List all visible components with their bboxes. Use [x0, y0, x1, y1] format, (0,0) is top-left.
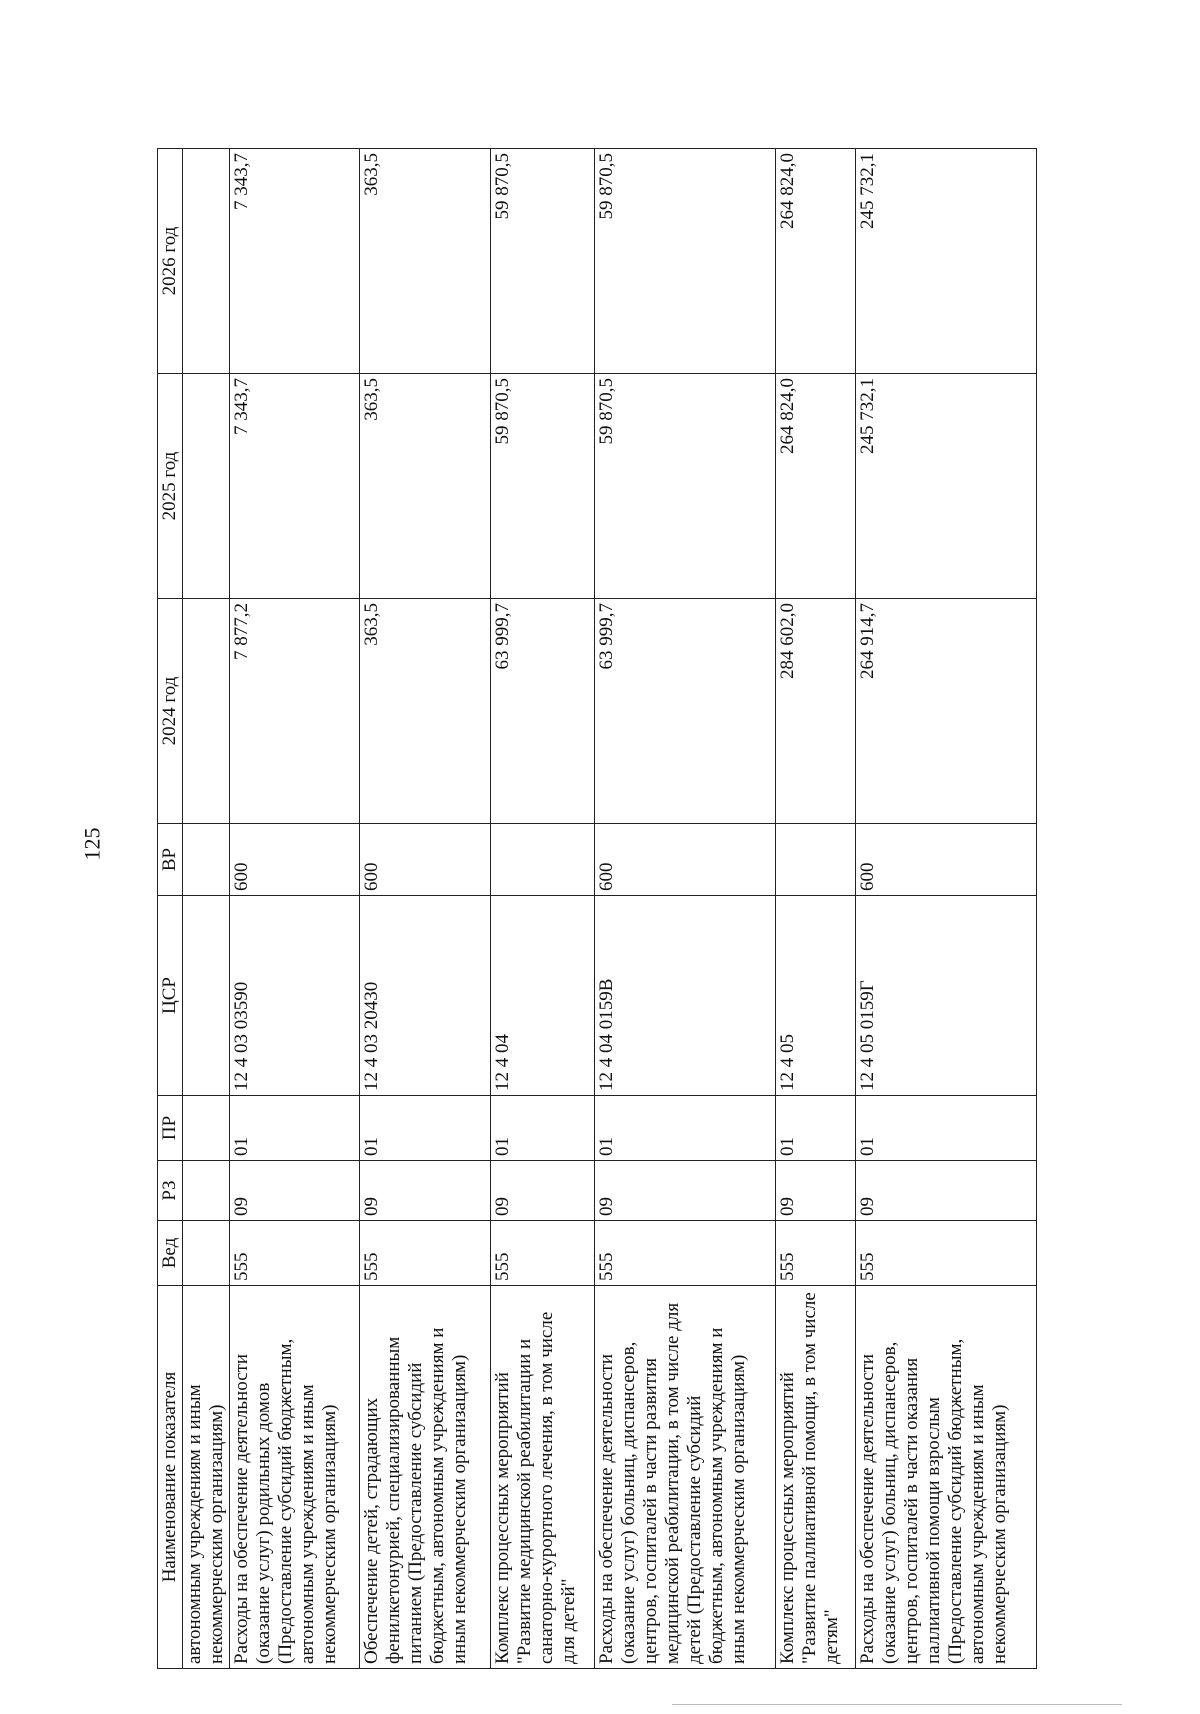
cell-ved: 555 — [776, 1221, 856, 1286]
cell-2025: 363,5 — [360, 374, 490, 599]
table-header-row — [158, 149, 183, 1669]
header-pr: ПР — [158, 1096, 183, 1161]
header-2026: 2026 год — [158, 149, 183, 374]
cell-vr: 600 — [855, 824, 1036, 896]
cell-2024: 7 877,2 — [230, 599, 360, 824]
header-2024: 2024 год — [158, 599, 183, 824]
cell-ved: 555 — [360, 1221, 490, 1286]
cell-pr: 01 — [230, 1096, 360, 1161]
cell-pr: 01 — [490, 1096, 595, 1161]
cell-2025: 264 824,0 — [776, 374, 856, 599]
cell-ved: 555 — [490, 1221, 595, 1286]
header-vr: ВР — [158, 824, 183, 896]
cell-rz — [183, 1161, 230, 1221]
budget-table-container — [157, 149, 1037, 1669]
table-row — [183, 149, 230, 1669]
cell-2025: 59 870,5 — [490, 374, 595, 599]
cell-ved — [183, 1221, 230, 1286]
cell-csr: 12 4 05 — [776, 896, 856, 1096]
cell-2024: 264 914,7 — [855, 599, 1036, 824]
cell-ved: 555 — [230, 1221, 360, 1286]
cell-rz: 09 — [776, 1161, 856, 1221]
table-row — [595, 149, 776, 1669]
cell-csr: 12 4 05 0159Г — [855, 896, 1036, 1096]
cell-pr: 01 — [776, 1096, 856, 1161]
budget-table — [157, 148, 1037, 1669]
table-row — [855, 149, 1036, 1669]
cell-vr — [776, 824, 856, 896]
cell-vr: 600 — [230, 824, 360, 896]
cell-2026: 264 824,0 — [776, 149, 856, 374]
cell-rz: 09 — [490, 1161, 595, 1221]
cell-pr — [183, 1096, 230, 1161]
cell-2024 — [183, 599, 230, 824]
cell-vr — [490, 824, 595, 896]
page-number: 125 — [79, 827, 105, 861]
cell-rz: 09 — [360, 1161, 490, 1221]
cell-pr: 01 — [855, 1096, 1036, 1161]
cell-vr — [183, 824, 230, 896]
cell-2024: 63 999,7 — [490, 599, 595, 824]
cell-2026: 7 343,7 — [230, 149, 360, 374]
cell-2024: 284 602,0 — [776, 599, 856, 824]
header-2025: 2025 год — [158, 374, 183, 599]
cell-vr: 600 — [595, 824, 776, 896]
header-ved: Вед — [158, 1221, 183, 1286]
header-rz: РЗ — [158, 1161, 183, 1221]
header-name: Наименование показателя — [158, 1286, 183, 1669]
cell-name: Комплекс процессных мероприятий "Развитие паллиативной помощи, в том числе детям" — [776, 1286, 856, 1669]
table-row — [360, 149, 490, 1669]
cell-2026: 59 870,5 — [595, 149, 776, 374]
cell-rz: 09 — [855, 1161, 1036, 1221]
cell-rz: 09 — [230, 1161, 360, 1221]
header-csr: ЦСР — [158, 896, 183, 1096]
cell-name: Расходы на обеспечение деятельности (оказание услуг) больниц, диспансеров, центров, госпиталей в части оказания паллиативной помощи взрослым (Предоставление субсидий бюджетным, автономным учреждениям и иным некоммерческим организациям) — [855, 1286, 1036, 1669]
cell-vr: 600 — [360, 824, 490, 896]
cell-name: Обеспечение детей, страдающих фенилкетонурией, специализированным питанием (Предоставление субсидий бюджетным, автономным учреждениям и иным некоммерческим организациям) — [360, 1286, 490, 1669]
cell-2026: 245 732,1 — [855, 149, 1036, 374]
cell-2026 — [183, 149, 230, 374]
table-row — [230, 149, 360, 1669]
cell-2025: 59 870,5 — [595, 374, 776, 599]
cell-pr: 01 — [360, 1096, 490, 1161]
cell-name: Комплекс процессных мероприятий "Развитие медицинской реабилитации и санаторно-курортного лечения, в том числе для детей" — [490, 1286, 595, 1669]
table-row — [490, 149, 595, 1669]
cell-2024: 363,5 — [360, 599, 490, 824]
cell-name: автономным учреждениям и иным некоммерческим организациям) — [183, 1286, 230, 1669]
cell-ved: 555 — [855, 1221, 1036, 1286]
cell-csr: 12 4 04 0159В — [595, 896, 776, 1096]
cell-rz: 09 — [595, 1161, 776, 1221]
cell-csr: 12 4 03 03590 — [230, 896, 360, 1096]
cell-ved: 555 — [595, 1221, 776, 1286]
cell-name: Расходы на обеспечение деятельности (оказание услуг) больниц, диспансеров, центров, госпиталей в части развития медицинской реабилитации, в том числе для детей (Предоставление субсидий бюджетным, автономным учреждениям и иным некоммерческим организациям) — [595, 1286, 776, 1669]
cell-2025 — [183, 374, 230, 599]
table-row — [776, 149, 856, 1669]
cell-2024: 63 999,7 — [595, 599, 776, 824]
scan-edge-line — [672, 1704, 1122, 1705]
cell-csr: 12 4 03 20430 — [360, 896, 490, 1096]
cell-csr — [183, 896, 230, 1096]
cell-name: Расходы на обеспечение деятельности (оказание услуг) родильных домов (Предоставление субсидий бюджетным, автономным учреждениям и иным некоммерческим организациям) — [230, 1286, 360, 1669]
cell-2025: 7 343,7 — [230, 374, 360, 599]
cell-2026: 363,5 — [360, 149, 490, 374]
cell-2025: 245 732,1 — [855, 374, 1036, 599]
cell-pr: 01 — [595, 1096, 776, 1161]
cell-2026: 59 870,5 — [490, 149, 595, 374]
cell-csr: 12 4 04 — [490, 896, 595, 1096]
